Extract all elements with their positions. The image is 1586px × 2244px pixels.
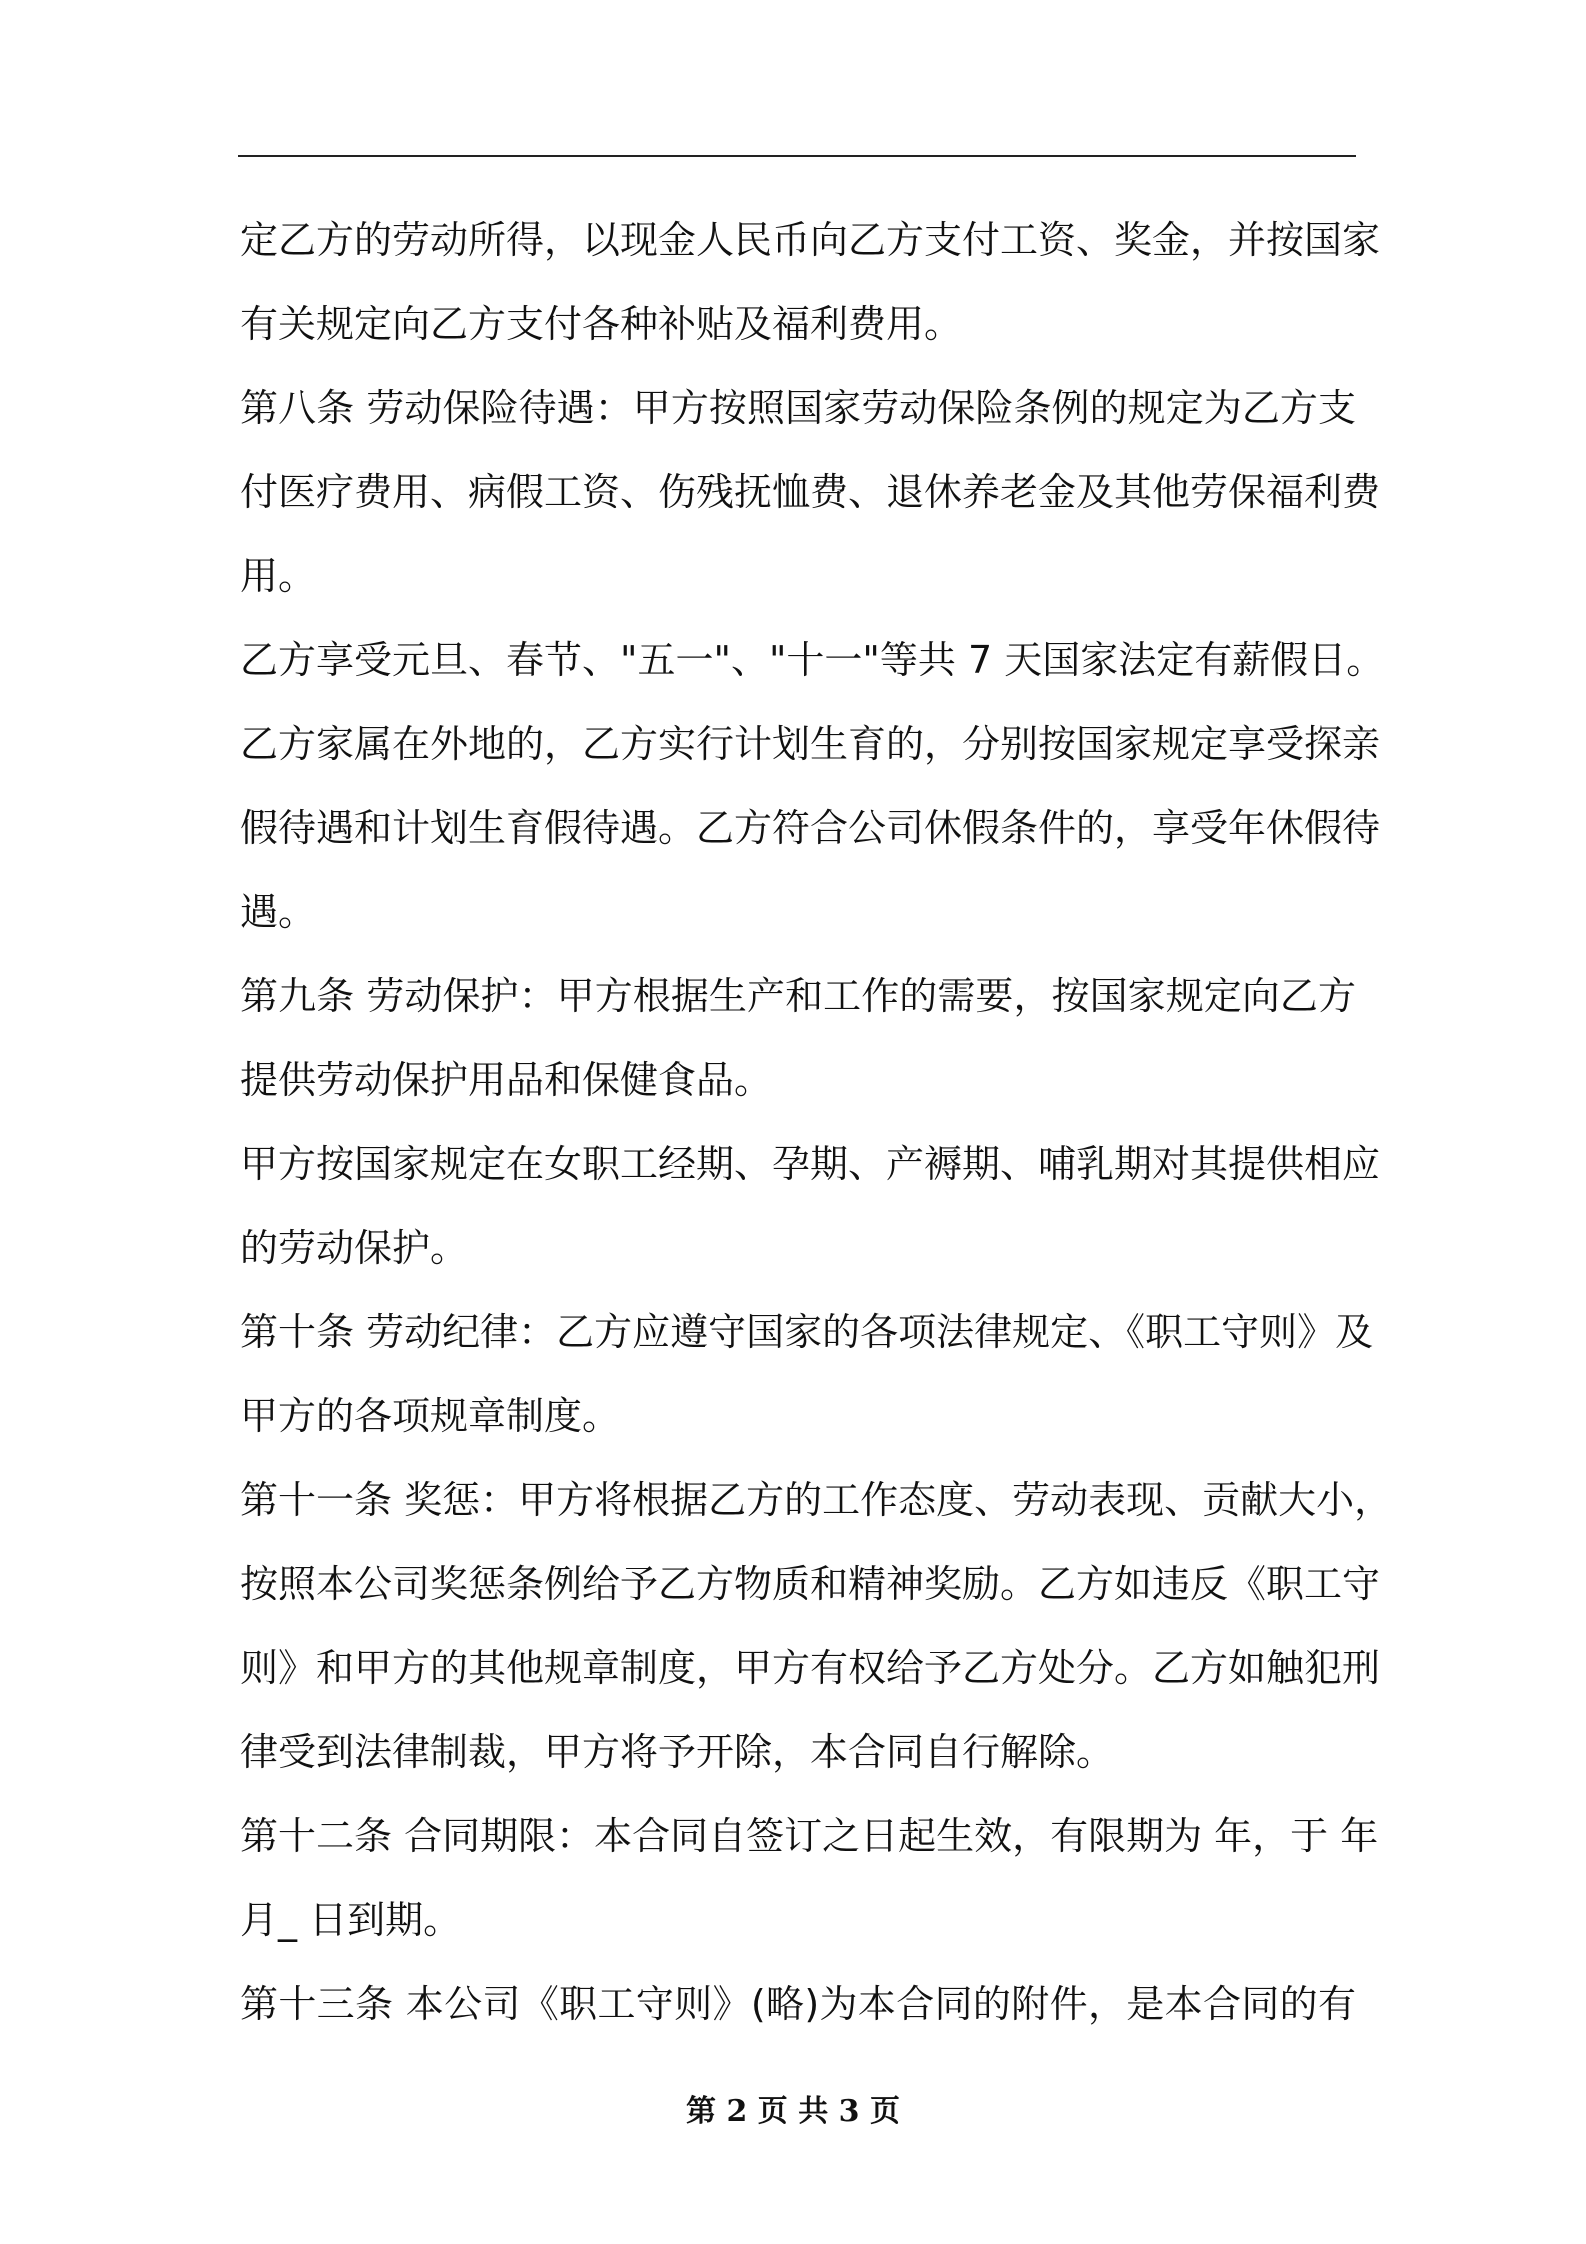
text-line: 有关规定向乙方支付各种补贴及福利费用。 — [240, 302, 963, 346]
text-line: 用。 — [240, 554, 317, 598]
text-line: 则》和甲方的其他规章制度，甲方有权给予乙方处分。乙方如触犯刑 — [240, 1646, 1381, 1690]
text-line: 提供劳动保护用品和保健食品。 — [240, 1058, 773, 1102]
text-line: 第十三条 本公司《职工守则》(略)为本合同的附件，是本合同的有 — [240, 1982, 1356, 2026]
text-line: 假待遇和计划生育假待遇。乙方符合公司休假条件的，享受年休假待 — [240, 806, 1381, 850]
header-rule — [238, 155, 1356, 157]
text-line: 第十二条 合同期限：本合同自签订之日起生效，有限期为 年，于 年 — [240, 1814, 1379, 1858]
text-line: 乙方享受元旦、春节、"五一"、"十一"等共 7 天国家法定有薪假日。 — [240, 638, 1385, 682]
text-line: 定乙方的劳动所得，以现金人民币向乙方支付工资、奖金，并按国家 — [240, 218, 1381, 262]
text-line: 第八条 劳动保险待遇：甲方按照国家劳动保险条例的规定为乙方支 — [240, 386, 1356, 430]
text-line: 月_ 日到期。 — [240, 1898, 462, 1942]
text-line: 第十条 劳动纪律：乙方应遵守国家的各项法律规定、《职工守则》及 — [240, 1310, 1374, 1354]
body-text — [240, 198, 1393, 2046]
text-line: 乙方家属在外地的，乙方实行计划生育的，分别按国家规定享受探亲 — [240, 722, 1381, 766]
text-line: 第九条 劳动保护：甲方根据生产和工作的需要，按国家规定向乙方 — [240, 974, 1356, 1018]
text-line: 甲方按国家规定在女职工经期、孕期、产褥期、哺乳期对其提供相应 — [240, 1142, 1381, 1186]
text-line: 第十一条 奖惩：甲方将根据乙方的工作态度、劳动表现、贡献大小， — [240, 1478, 1393, 1522]
text-line: 遇。 — [240, 890, 317, 934]
page-footer: 第 2 页 共 3 页 — [686, 2094, 900, 2129]
text-line: 按照本公司奖惩条例给予乙方物质和精神奖励。乙方如违反《职工守 — [240, 1562, 1381, 1606]
text-line: 的劳动保护。 — [240, 1226, 469, 1270]
text-line: 律受到法律制裁，甲方将予开除，本合同自行解除。 — [240, 1730, 1115, 1774]
text-line: 甲方的各项规章制度。 — [240, 1394, 621, 1438]
text-line: 付医疗费用、病假工资、伤残抚恤费、退休养老金及其他劳保福利费 — [240, 470, 1381, 514]
